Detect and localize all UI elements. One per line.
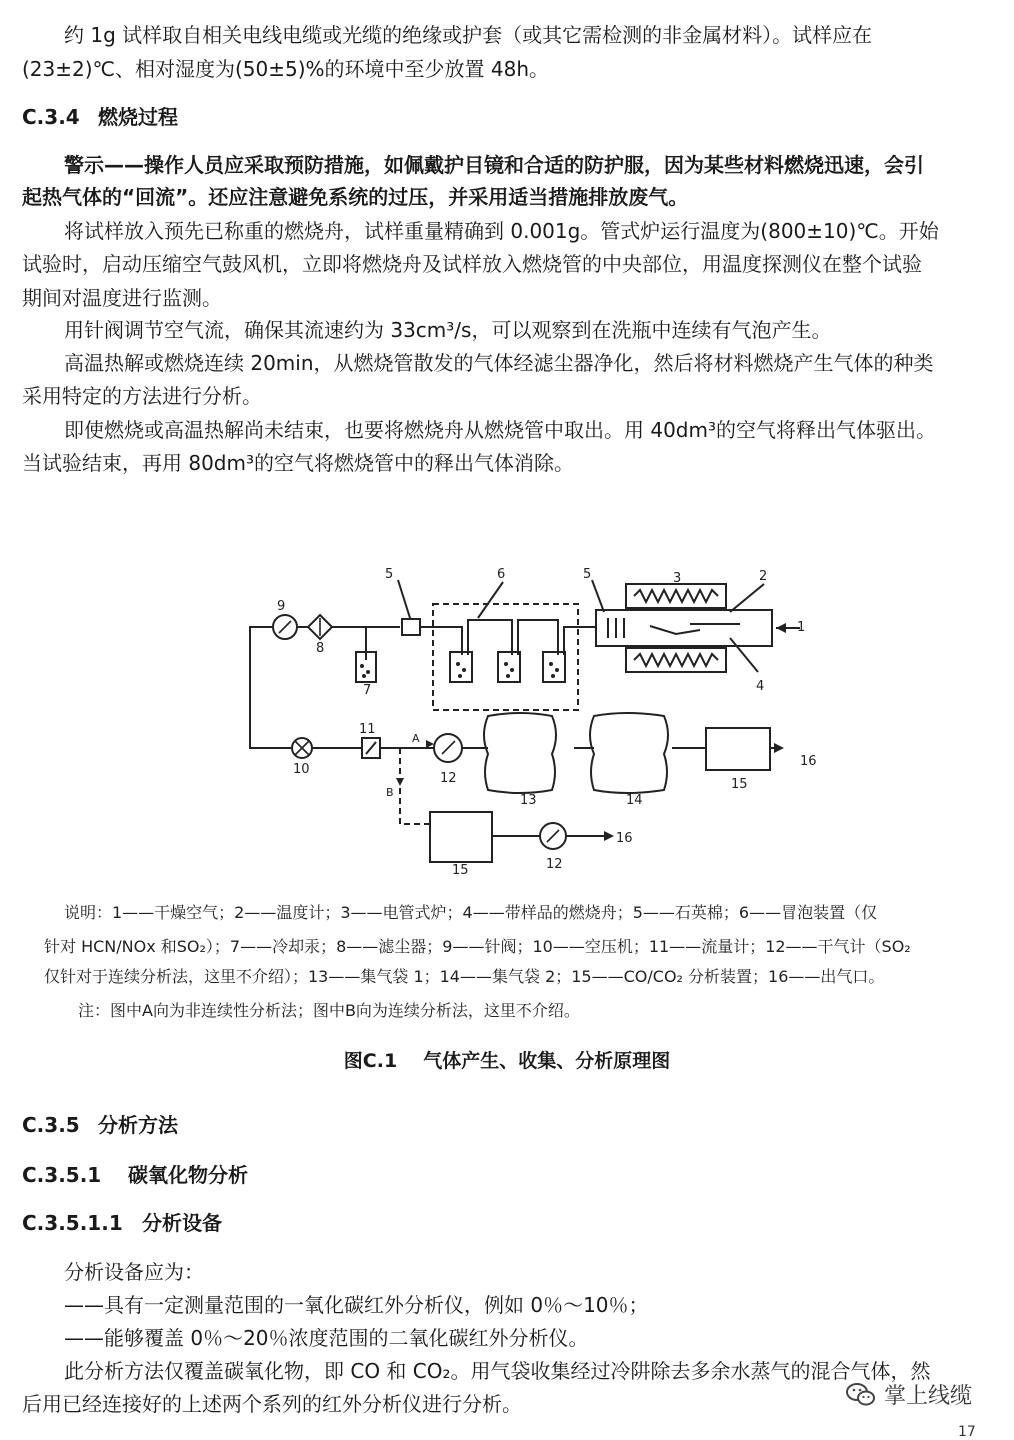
paragraph-line: 期间对温度进行监测。 (22, 286, 222, 310)
section-number: C.3.5.1.1 (22, 1211, 123, 1235)
label-7: 7 (363, 683, 372, 698)
warning-line: 警示——操作人员应采取预防措施，如佩戴护目镜和合适的防护服，因为某些材料燃烧迅速，会引 (64, 153, 924, 177)
label-16b: 16 (616, 831, 633, 846)
label-5a: 5 (385, 567, 394, 582)
paragraph-line: 约 1g 试样取自相关电线电缆或光缆的绝缘或护套（或其它需检测的非金属材料）。试样应在 (64, 23, 873, 47)
label-1: 1 (797, 620, 806, 635)
label-15b: 15 (452, 863, 469, 878)
label-2: 2 (759, 569, 768, 584)
section-number: C.3.5 (22, 1113, 80, 1137)
paragraph-line: 此分析方法仅覆盖碳氧化物，即 CO 和 CO₂。用气袋收集经过冷阱除去多余水蒸气的混合气体，然 (64, 1359, 931, 1383)
label-3: 3 (673, 571, 682, 586)
pipe-left-vertical (250, 627, 272, 740)
section-number: C.3.5.1 (22, 1163, 102, 1187)
label-16a: 16 (800, 754, 817, 769)
analyzer-15-lower (430, 812, 492, 862)
label-b: B (386, 786, 394, 799)
label-a: A (412, 732, 420, 745)
label-13: 13 (520, 793, 537, 808)
wechat-icon (846, 1382, 876, 1408)
list-item: ——能够覆盖 0％～20％浓度范围的二氧化碳红外分析仪。 (64, 1326, 589, 1350)
gas-bag-2 (590, 713, 668, 793)
section-title: 碳氧化物分析 (128, 1163, 248, 1187)
paragraph-line: 用针阀调节空气流，确保其流速约为 33cm³/s，可以观察到在洗瓶中连续有气泡产生。 (64, 318, 832, 342)
paragraph-line: 将试样放入预先已称重的燃烧舟，试样重量精确到 0.001g。管式炉运行温度为(800±10)℃。开始 (64, 219, 939, 243)
paragraph-line: 当试验结束，再用 80dm³的空气将燃烧管中的释出气体消除。 (22, 451, 575, 475)
label-10: 10 (293, 762, 310, 777)
gas-bag-1 (484, 713, 556, 793)
paragraph-line: 试验时，启动压缩空气鼓风机，立即将燃烧舟及试样放入燃烧管的中央部位，用温度探测仪在整个试验 (22, 252, 922, 276)
section-heading-c35 (22, 1112, 178, 1138)
label-12b: 12 (546, 857, 563, 872)
figure-number: 图C.1 (343, 1050, 398, 1072)
label-15a: 15 (731, 777, 748, 792)
section-heading-c351 (22, 1162, 248, 1188)
analyzer-15-upper (706, 728, 770, 770)
figure-legend-line: 针对 HCN/NOx 和SO₂）；7——冷却汞；8——滤尘器；9——针阀；10——空压机；11——流量计；12——干气计（SO₂ (44, 937, 911, 956)
label-8: 8 (316, 641, 325, 656)
figure-title-text: 气体产生、收集、分析原理图 (423, 1050, 671, 1072)
section-title: 分析方法 (98, 1113, 178, 1137)
label-4: 4 (756, 679, 765, 694)
page-number: 17 (958, 1424, 976, 1440)
combustion-boat (650, 626, 700, 634)
paragraph-line: (23±2)℃、相对湿度为(50±5)%的环境中至少放置 48h。 (22, 57, 550, 81)
paragraph-line: 后用已经连接好的上述两个系列的红外分析仪进行分析。 (22, 1392, 522, 1416)
figure-legend-line: 说明：1——干燥空气；2——温度计；3——电管式炉；4——带样品的燃烧舟；5——石英棉；6——冒泡装置（仅 (64, 903, 878, 922)
label-9: 9 (277, 599, 286, 614)
section-heading-c34 (22, 104, 178, 130)
gas-apparatus-diagram (0, 540, 1014, 880)
figure-legend-line: 仅针对于连续分析法，这里不介绍）；13——集气袋 1；14——集气袋 2；15——CO/CO₂ 分析装置；16——出气口。 (44, 967, 885, 986)
branch-b (400, 748, 430, 824)
label-14: 14 (626, 793, 643, 808)
label-12a: 12 (440, 771, 457, 786)
section-heading-c3511 (22, 1210, 222, 1236)
paragraph-line: 即使燃烧或高温热解尚未结束，也要将燃烧舟从燃烧管中取出。用 40dm³的空气将释出气体驱出。 (64, 418, 937, 442)
watermark (846, 1379, 972, 1410)
section-title: 分析设备 (142, 1211, 222, 1235)
paragraph-line: 高温热解或燃烧连续 20min，从燃烧管散发的气体经滤尘器净化，然后将材料燃烧产生气体的种类 (64, 351, 934, 375)
label-6: 6 (497, 567, 506, 582)
quartz-wool-left (402, 619, 420, 635)
section-number: C.3.4 (22, 105, 80, 129)
figure-title (0, 1046, 1014, 1073)
paragraph-line: 采用特定的方法进行分析。 (22, 384, 262, 408)
furnace-top (626, 584, 726, 608)
paragraph-line: 分析设备应为： (64, 1260, 204, 1284)
combustion-tube (596, 610, 772, 646)
watermark-text: 掌上线缆 (884, 1384, 973, 1409)
label-11: 11 (359, 722, 376, 737)
section-title: 燃烧过程 (98, 105, 178, 129)
warning-line: 起热气体的“回流”。还应注意避免系统的过压，并采用适当措施排放废气。 (22, 185, 689, 209)
label-5b: 5 (583, 567, 592, 582)
furnace-bottom (626, 648, 726, 672)
figure-note: 注：图中A向为非连续性分析法；图中B向为连续分析法，这里不介绍。 (78, 1001, 580, 1020)
list-item: ——具有一定测量范围的一氧化碳红外分析仪，例如 0％～10％； (64, 1293, 649, 1317)
